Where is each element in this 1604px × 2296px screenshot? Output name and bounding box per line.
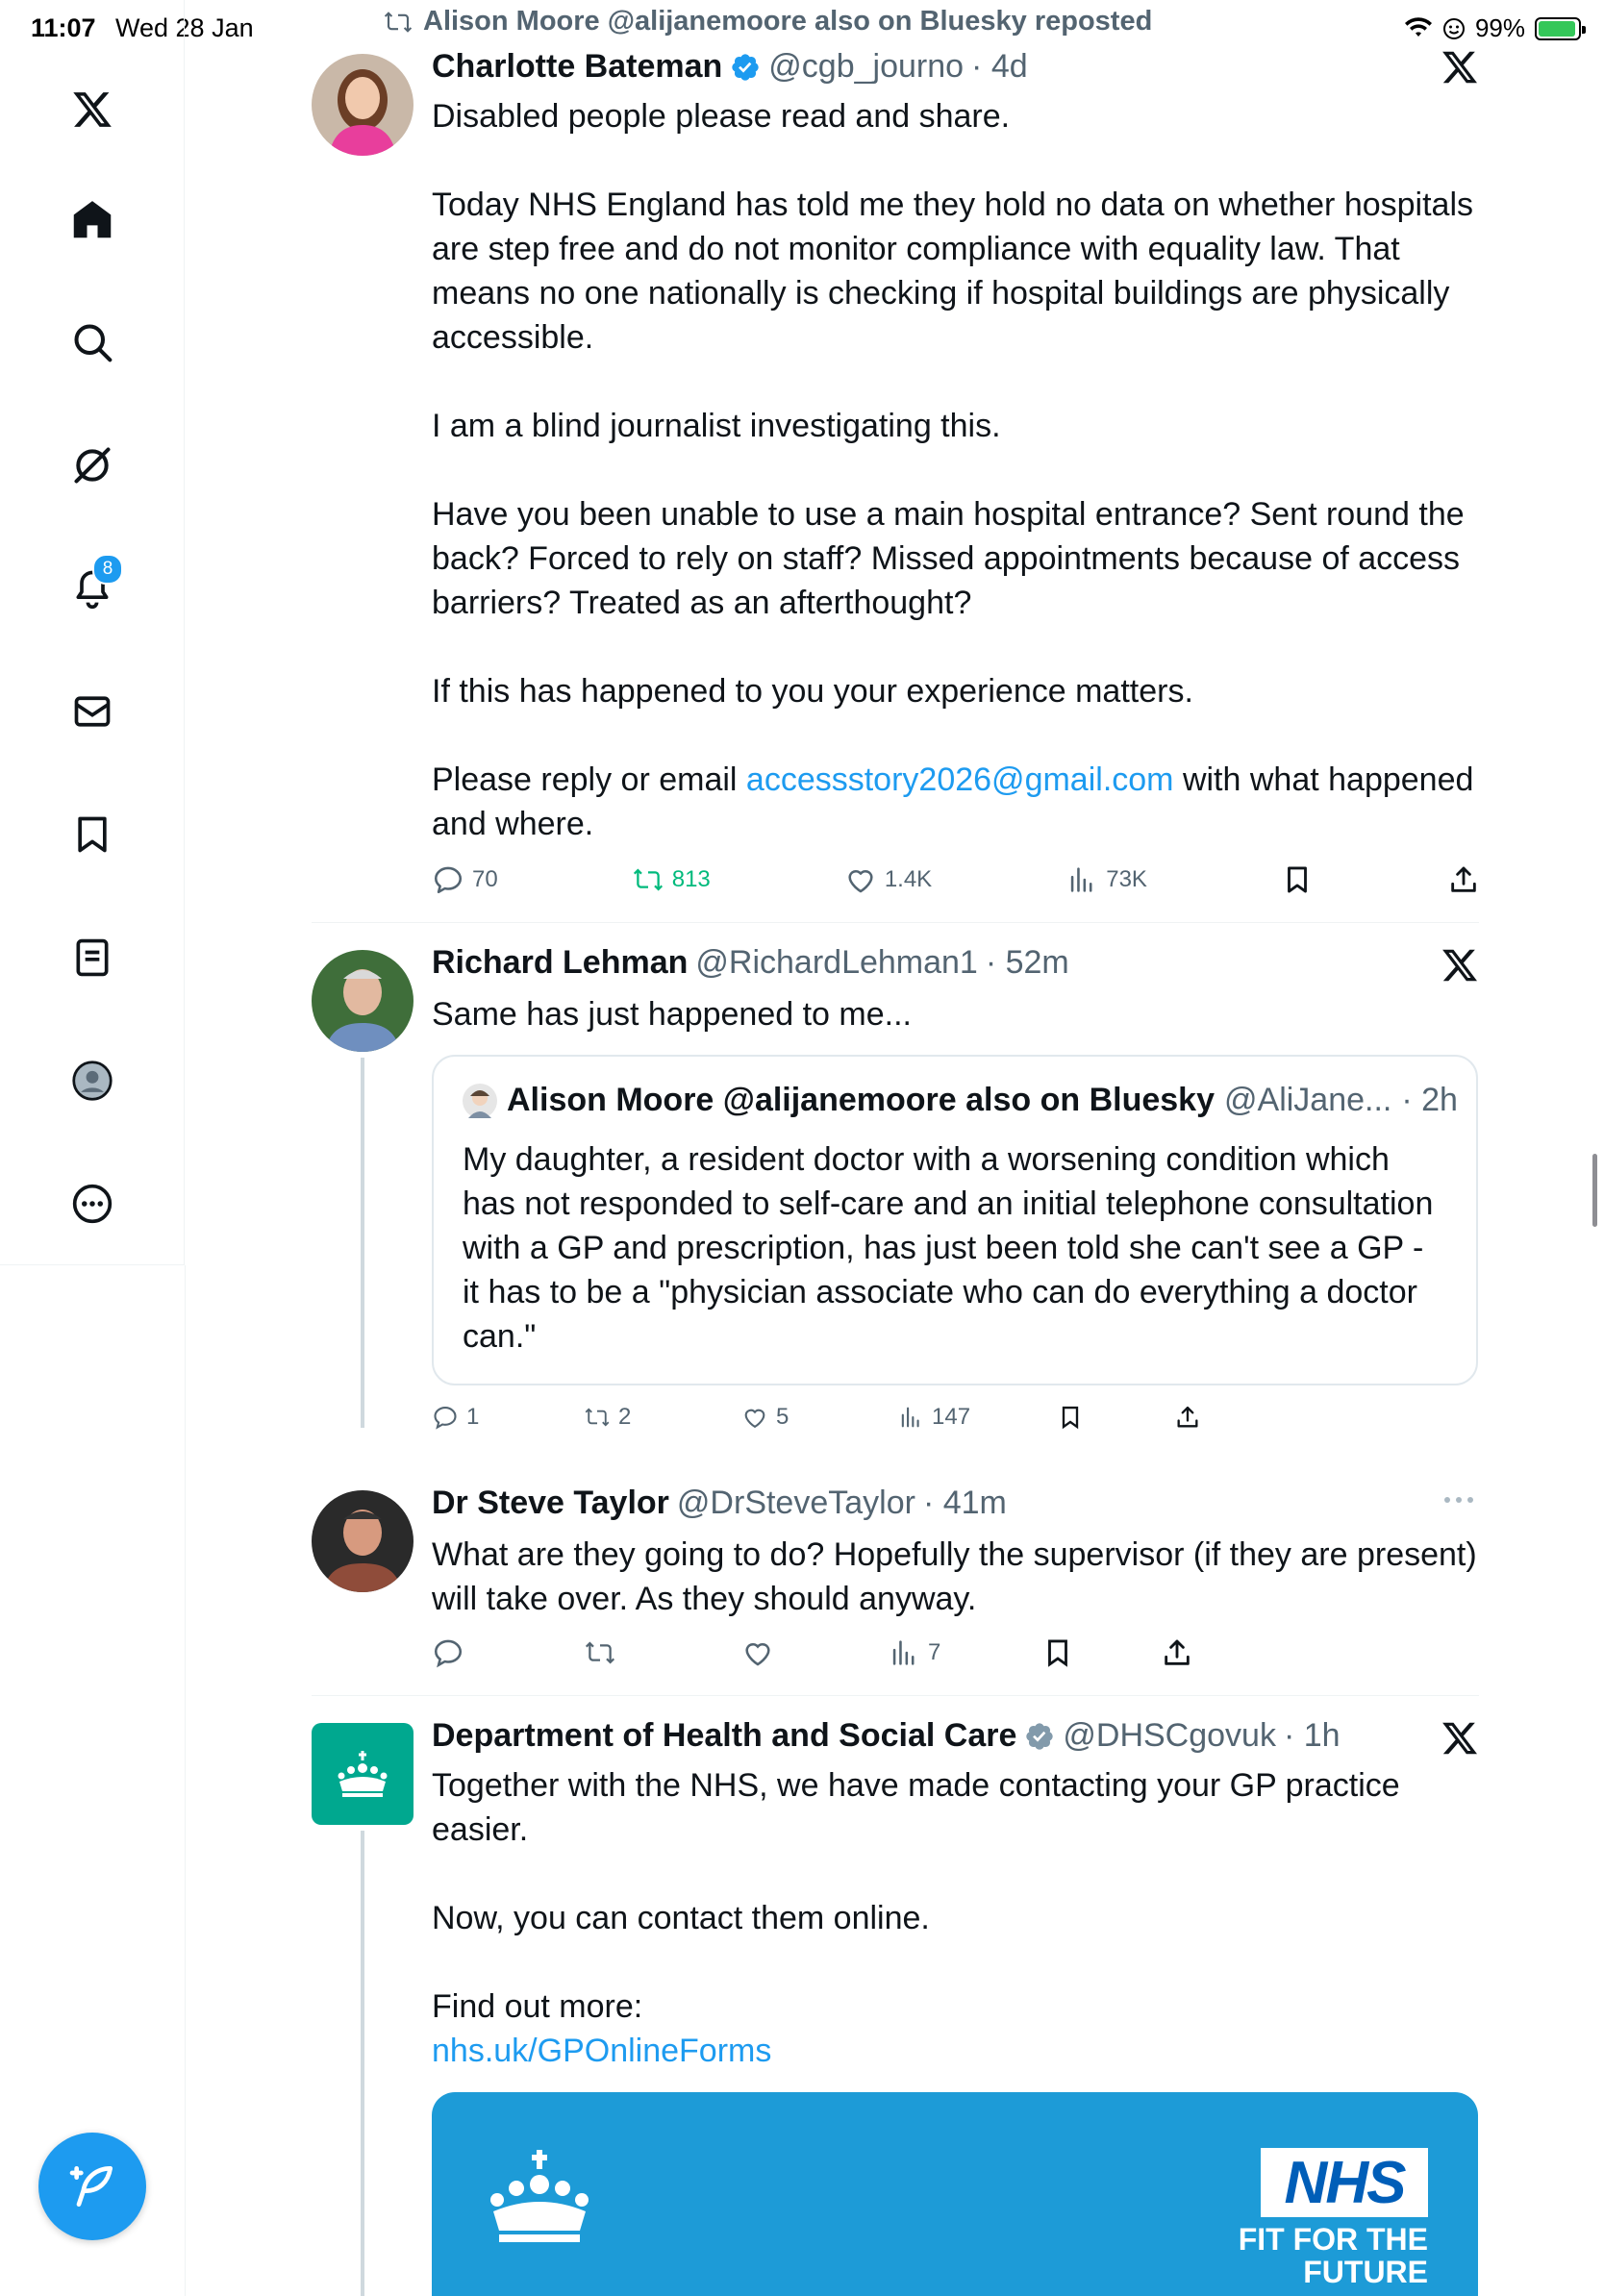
card-tagline-line1: FIT FOR THE — [1238, 2222, 1428, 2257]
crown-icon — [334, 1749, 391, 1799]
repost-header — [383, 6, 1152, 37]
tweet-text: What are they going to do? Hopefully the supervisor (if they are present) will take over. As they should anyway. — [432, 1536, 1487, 1617]
repost-button[interactable] — [584, 1636, 741, 1669]
battery-percent: 99% — [1474, 13, 1525, 42]
tweet-actions — [432, 1404, 1201, 1431]
bookmark-button[interactable] — [1281, 863, 1314, 896]
like-count: 1.4K — [884, 866, 933, 892]
views-icon — [1065, 863, 1098, 896]
nhs-logo — [1261, 2148, 1428, 2217]
repost-icon — [584, 1636, 616, 1669]
repost-icon — [584, 1404, 611, 1431]
like-button[interactable] — [844, 863, 932, 896]
x-logo-icon[interactable] — [63, 81, 121, 138]
tweet-text-main: Together with the NHS, we have made contacting your GP practice easier. Now, you can contact them online. Find out more: — [432, 1767, 1400, 2025]
notifications-icon[interactable] — [63, 560, 121, 617]
share-icon — [1161, 1636, 1193, 1669]
repost-header-text: Alison Moore @alijanemoore also on Bluesky reposted — [423, 6, 1153, 37]
avatar[interactable] — [312, 1723, 414, 1825]
like-button[interactable] — [741, 1636, 888, 1669]
compose-feather-icon — [65, 2159, 119, 2213]
tweet-link[interactable]: nhs.uk/GPOnlineForms — [432, 2033, 772, 2069]
tweet-text-tail: with what happened and where. — [432, 761, 1483, 842]
author-handle[interactable]: @cgb_journo — [768, 48, 965, 85]
author-handle[interactable]: @DrSteveTaylor — [676, 1485, 915, 1521]
scrollbar[interactable] — [1592, 1154, 1597, 1227]
status-time: 11:07 — [31, 13, 96, 42]
x-logo-icon — [1441, 1719, 1479, 1758]
reply-icon — [432, 863, 464, 896]
reply-icon — [432, 1636, 464, 1669]
tweet-actions — [432, 1636, 1230, 1669]
tweet-time[interactable]: · 4d — [971, 48, 1028, 85]
tweet-time[interactable]: · 52m — [985, 944, 1069, 981]
reply-count: 70 — [472, 866, 498, 892]
views-count: 73K — [1106, 866, 1147, 892]
nhs-logo-text: NHS — [1284, 2149, 1405, 2216]
like-count: 5 — [776, 1404, 789, 1430]
x-logo-icon — [1441, 946, 1479, 985]
share-button[interactable] — [1447, 863, 1480, 896]
sidebar-nav — [0, 0, 185, 1265]
tweet-text — [432, 1763, 1480, 2073]
x-logo-icon — [1441, 48, 1479, 87]
messages-icon[interactable] — [63, 683, 121, 740]
compose-button[interactable] — [38, 2133, 146, 2240]
bookmark-button[interactable] — [1041, 1636, 1161, 1669]
quoted-tweet[interactable] — [432, 1055, 1478, 1385]
repost-count: 813 — [671, 866, 711, 892]
author-name[interactable]: Richard Lehman — [432, 944, 689, 981]
thread-line — [361, 1058, 364, 1428]
quoted-tweet-time: · 2h — [1401, 1082, 1458, 1118]
bookmark-icon — [1057, 1404, 1084, 1431]
author-name[interactable]: Dr Steve Taylor — [432, 1485, 669, 1521]
tweet-header — [432, 944, 1069, 982]
repost-button[interactable] — [632, 863, 711, 896]
repost-icon — [632, 863, 664, 896]
tweet-divider — [312, 1695, 1479, 1696]
grok-icon[interactable] — [63, 437, 121, 494]
heart-icon — [741, 1404, 768, 1431]
card-tagline — [1239, 2223, 1428, 2288]
reply-button[interactable] — [432, 1636, 584, 1669]
views-count: 7 — [928, 1639, 941, 1665]
reply-icon — [432, 1404, 459, 1431]
heart-icon — [844, 863, 877, 896]
repost-button[interactable] — [584, 1404, 741, 1431]
quoted-tweet-text: My daughter, a resident doctor with a worsening condition which has not responded to self-care and an initial telephone consultation with a GP and prescription, has just been told she can't see a GP - it has to be a "physician associate who can do everything a doctor can." — [463, 1141, 1434, 1355]
tweet-text: Same has just happened to me... — [432, 996, 912, 1033]
reply-button[interactable] — [432, 863, 498, 896]
tweet-text — [432, 94, 1483, 846]
home-icon[interactable] — [63, 190, 121, 248]
status-indicators — [1404, 13, 1581, 43]
card-tagline-line2: FUTURE — [1303, 2255, 1428, 2289]
share-icon — [1174, 1404, 1201, 1431]
status-date: Wed 28 Jan — [115, 13, 254, 42]
profile-icon[interactable] — [63, 1052, 121, 1110]
author-name[interactable]: Charlotte Bateman — [432, 48, 723, 85]
views-icon — [888, 1636, 920, 1669]
tweet-header — [432, 1485, 1007, 1522]
views-button[interactable] — [888, 1636, 1041, 1669]
quoted-tweet-header — [463, 1082, 1458, 1119]
tweet-divider — [312, 922, 1479, 923]
more-icon[interactable] — [63, 1175, 121, 1233]
notification-badge: 8 — [92, 554, 123, 585]
email-link[interactable]: accessstory2026@gmail.com — [745, 761, 1174, 798]
reply-count: 1 — [466, 1404, 480, 1430]
thread-line — [361, 1831, 364, 2296]
views-button[interactable] — [1065, 863, 1147, 896]
tweet-actions — [432, 863, 1480, 896]
reply-button[interactable] — [432, 1404, 584, 1431]
sidebar-divider — [185, 1265, 186, 2296]
verified-icon — [1024, 1721, 1055, 1752]
tweet-time[interactable]: · 41m — [922, 1485, 1007, 1521]
share-button[interactable] — [1174, 1404, 1201, 1431]
media-card[interactable] — [432, 2092, 1478, 2296]
views-icon — [897, 1404, 924, 1431]
focus-icon — [1442, 17, 1466, 40]
repost-icon — [383, 7, 414, 37]
lists-icon[interactable] — [63, 929, 121, 986]
views-button[interactable] — [897, 1404, 1057, 1431]
share-icon — [1447, 863, 1480, 896]
bookmark-icon — [1281, 863, 1314, 896]
crown-icon — [482, 2146, 597, 2246]
author-handle[interactable]: @DHSCgovuk — [1063, 1717, 1276, 1754]
verified-icon — [730, 52, 761, 83]
battery-icon — [1535, 17, 1581, 40]
bookmark-icon — [1041, 1636, 1074, 1669]
bookmark-button[interactable] — [1057, 1404, 1174, 1431]
tweet-time[interactable]: · 1h — [1283, 1717, 1341, 1754]
tweet-header — [432, 48, 1028, 86]
bookmarks-icon[interactable] — [63, 806, 121, 863]
tweet-text-main: Disabled people please read and share. Today NHS England has told me they hold no data on whether hospitals are step free and do not monitor compliance with equality law. That means no one nationally is checking if hospital buildings are physically accessible. I am a blind journalist investigating this. Have you been unable to use a main hospital entrance? Sent round the back? Forced to rely on staff? Missed appointments because of access barriers? Treated as an afterthought? If this has happened to you your experience matters. Please reply or email — [432, 98, 1474, 798]
author-handle[interactable]: @RichardLehman1 — [695, 944, 978, 981]
heart-icon — [741, 1636, 774, 1669]
repost-count: 2 — [618, 1404, 632, 1430]
author-name[interactable]: Department of Health and Social Care — [432, 1717, 1017, 1754]
avatar[interactable] — [312, 54, 414, 156]
avatar — [463, 1084, 497, 1118]
avatar[interactable] — [312, 950, 414, 1052]
quoted-author-name: Alison Moore @alijanemoore also on Bluesky — [507, 1082, 1215, 1118]
avatar[interactable] — [312, 1490, 414, 1592]
tweet-header — [432, 1717, 1341, 1755]
quoted-author-handle: @AliJane... — [1224, 1082, 1392, 1118]
more-options-button[interactable] — [1444, 1490, 1477, 1510]
wifi-icon — [1404, 17, 1433, 40]
views-count: 147 — [932, 1404, 971, 1430]
search-icon[interactable] — [63, 313, 121, 371]
share-button[interactable] — [1161, 1636, 1193, 1669]
like-button[interactable] — [741, 1404, 897, 1431]
